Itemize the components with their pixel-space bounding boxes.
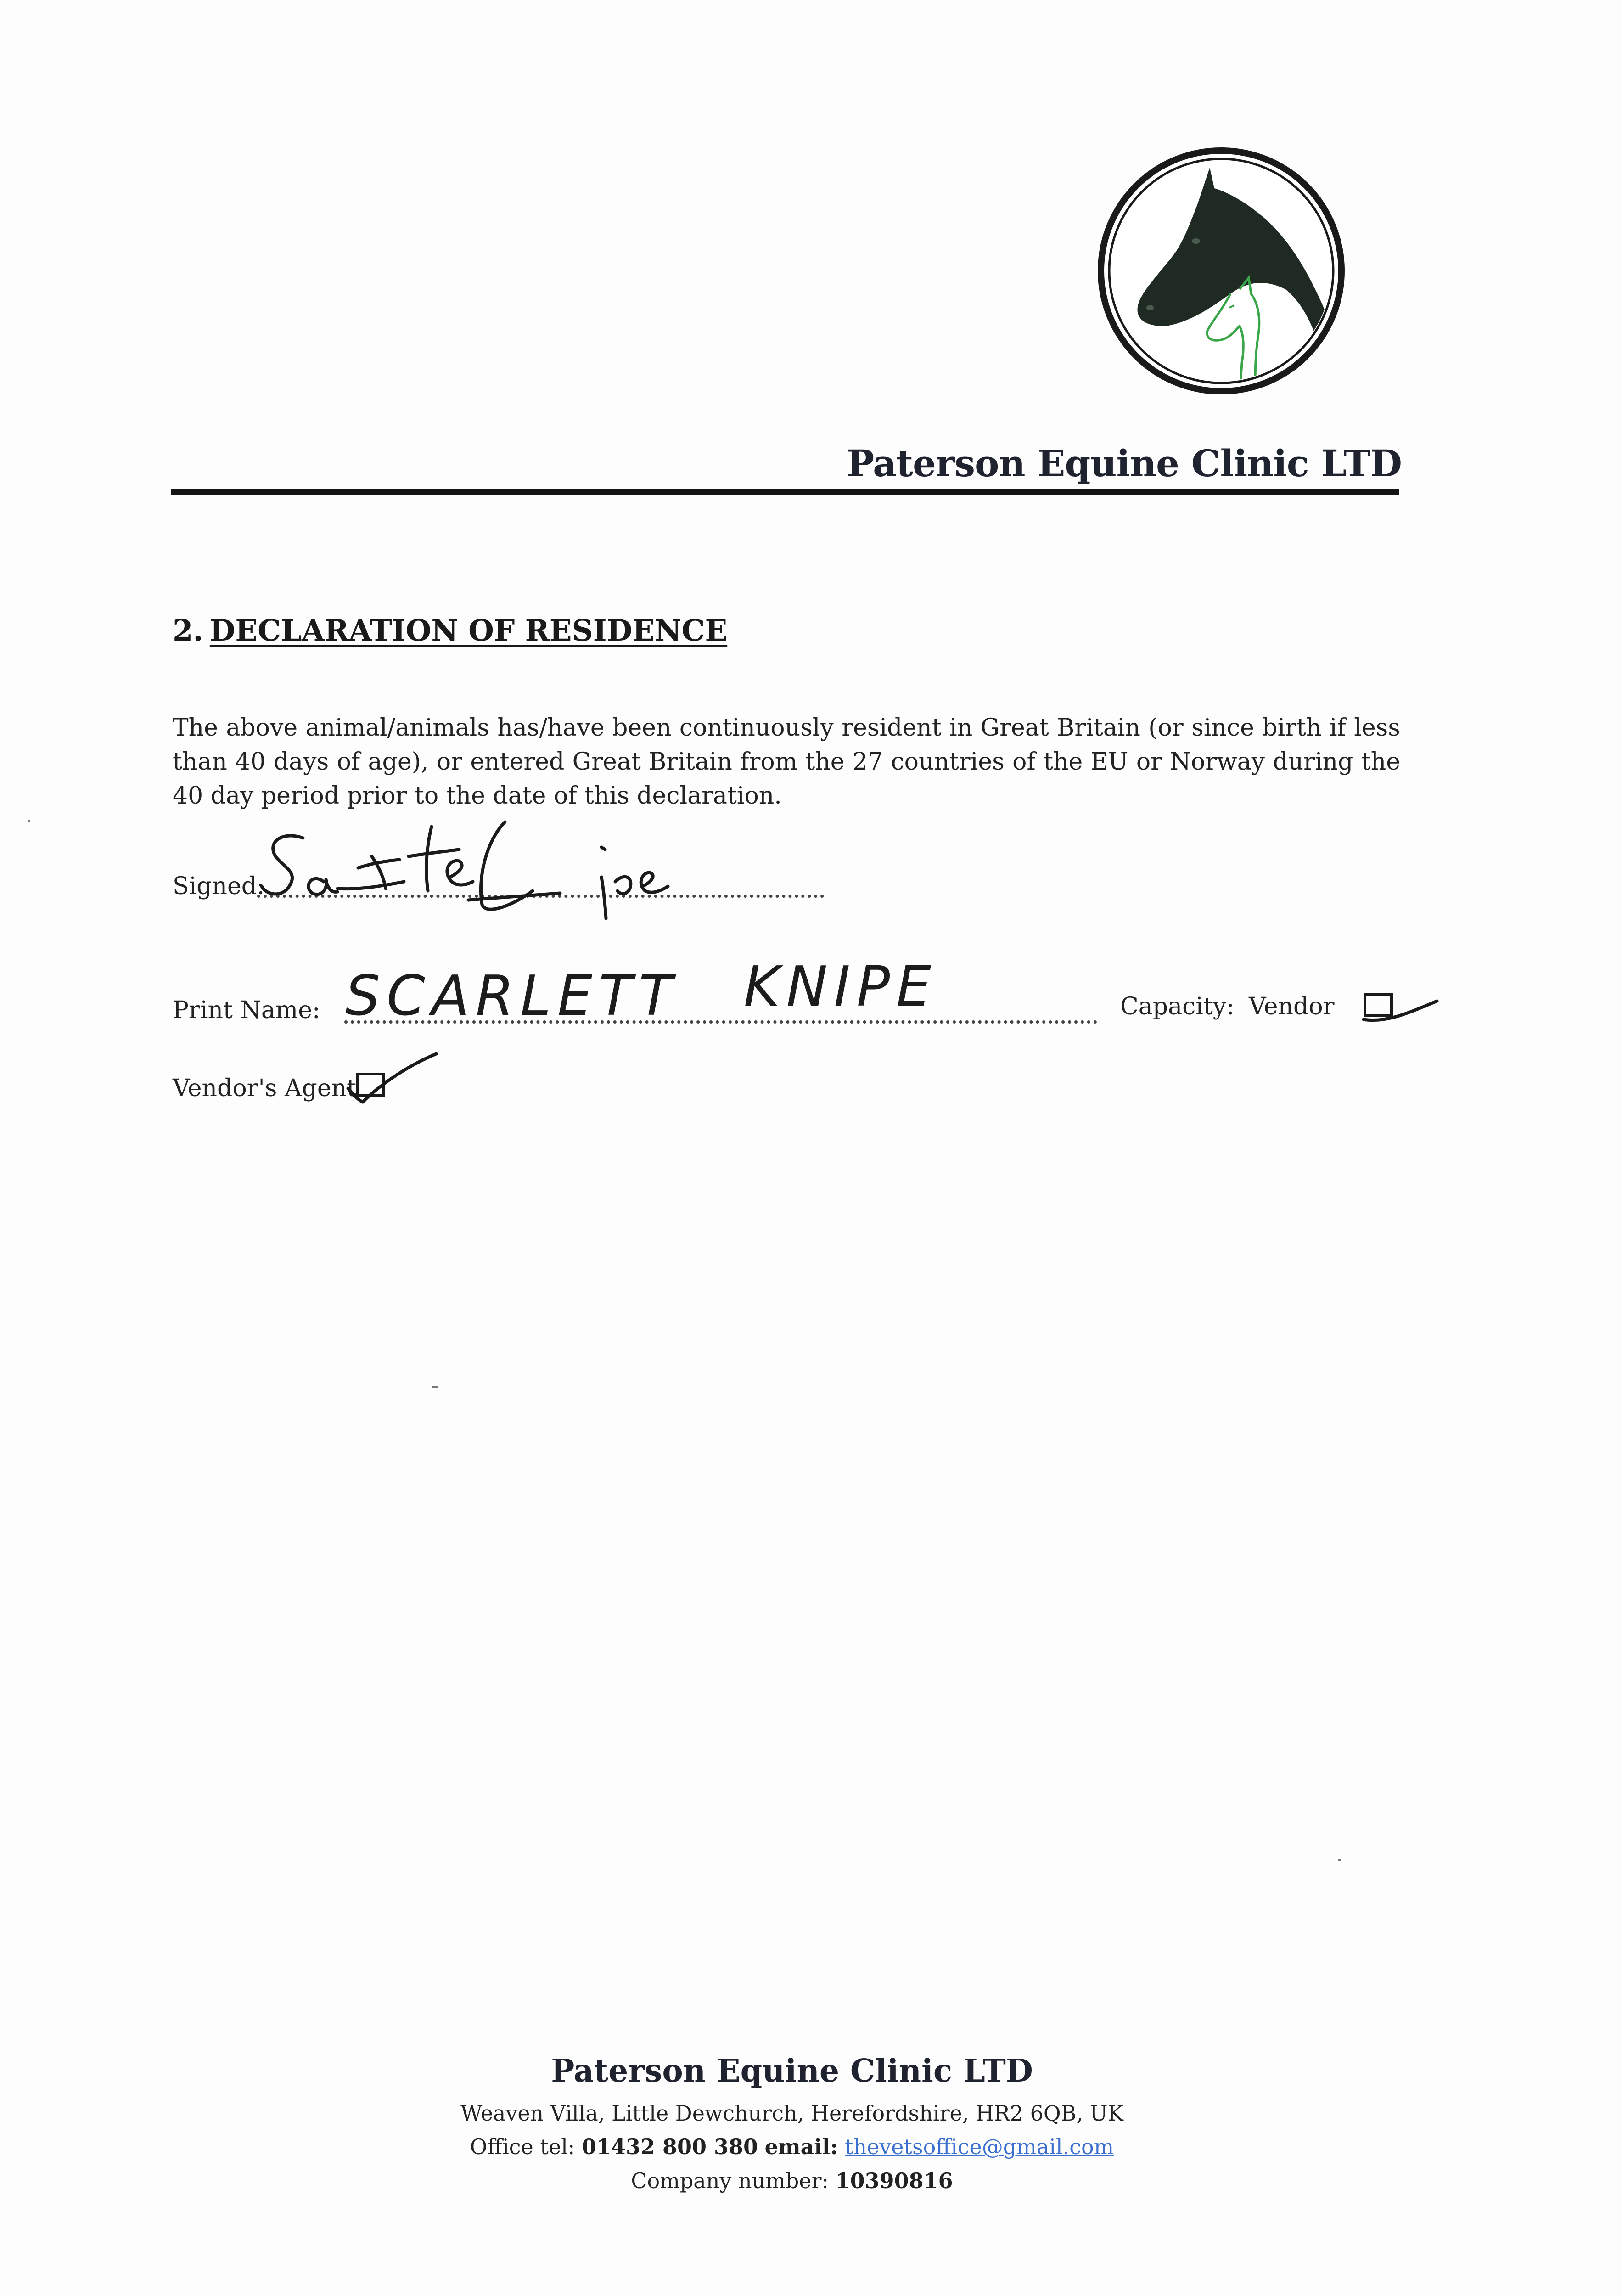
section-heading xyxy=(173,613,727,648)
print-name-label: Print Name: xyxy=(173,996,320,1024)
horse-head-logo-icon xyxy=(1093,142,1350,400)
section-title: DECLARATION OF RESIDENCE xyxy=(209,613,728,648)
footer-contact-line xyxy=(0,2134,1584,2159)
handwritten-signature xyxy=(257,813,707,923)
footer-company-number-line xyxy=(0,2168,1584,2193)
signed-label: Signed: xyxy=(173,872,265,900)
print-name-first: SCARLETT xyxy=(345,964,679,1028)
scan-speck xyxy=(28,820,30,822)
footer-address: Weaven Villa, Little Dewchurch, Herefordshire, HR2 6QB, UK xyxy=(460,2101,1123,2126)
header-company-name: Paterson Equine Clinic LTD xyxy=(847,442,1402,485)
company-number: 10390816 xyxy=(835,2168,953,2193)
vendor-checkbox-mark xyxy=(1359,987,1442,1029)
section-number: 2. xyxy=(173,613,203,648)
print-name-last: KNIPE xyxy=(744,955,938,1019)
vendors-agent-label: Vendor's Agent xyxy=(173,1075,357,1102)
office-tel-label: Office tel: xyxy=(470,2134,575,2159)
vendor-label: Vendor xyxy=(1249,993,1335,1020)
declaration-text: The above animal/animals has/have been continuously resident in Great Britain (or since birth if less than 40 days of age), or entered Great Britain from the 27 countries of the EU or Norway during the 40 day period prior to the date of this declaration. xyxy=(173,714,1400,810)
scan-speck xyxy=(432,1386,438,1388)
office-tel-number: 01432 800 380 xyxy=(581,2134,758,2159)
email-link[interactable]: thevetsoffice@gmail.com xyxy=(844,2134,1114,2159)
header-divider xyxy=(171,489,1399,495)
footer-company-name: Paterson Equine Clinic LTD xyxy=(551,2053,1033,2089)
company-number-label: Company number: xyxy=(631,2168,829,2193)
email-label: email: xyxy=(764,2134,838,2159)
capacity-label: Capacity: xyxy=(1120,993,1235,1020)
scan-speck xyxy=(1338,1859,1341,1861)
vendors-agent-check-mark xyxy=(340,1047,450,1111)
